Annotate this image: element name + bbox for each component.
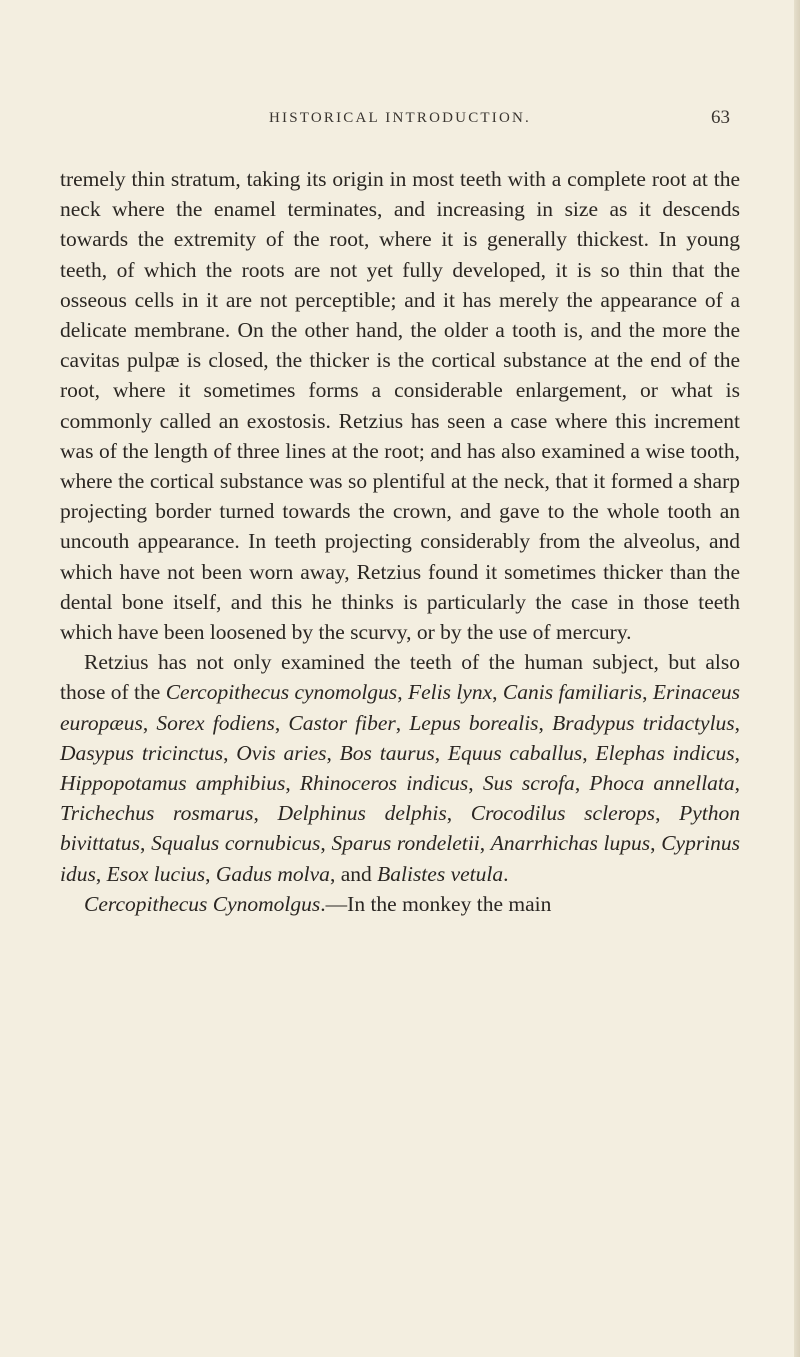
species-name: Python bivittatus [60,801,741,856]
species-name: Balistes vetula [377,861,504,886]
text-run: , and [329,861,378,886]
species-name: Bos taurus [339,740,435,765]
text-run: , [446,801,471,826]
species-name: Squalus cornubicus [151,831,321,856]
text-run: , [655,801,680,826]
species-name: Gadus molva [215,861,330,886]
text-run: , [468,771,483,796]
text-run: , [397,680,408,705]
species-name: Crocodilus sclerops [470,801,656,826]
text-run: Retzius has not only examined the teeth of the human subject, but also those of the [60,650,740,705]
paragraph [60,889,740,919]
species-name: Castor fiber [288,710,396,735]
text-run: , [274,710,289,735]
species-name: Erinaceus europæus [60,680,741,735]
species-name: Phoca annellata [589,771,735,796]
text-run: , [582,740,596,765]
species-name: Elephas indicus [595,740,735,765]
text-run: .—In the monkey the main [320,891,552,916]
paragraph [60,647,740,889]
text-run: , [734,771,741,796]
species-name: Canis familiaris [502,680,643,705]
paragraph [60,164,740,647]
page-edge [794,0,800,1357]
species-name: Cercopithecus cynomolgus [165,680,398,705]
text-run: . [503,861,509,886]
text-run: , [434,740,448,765]
text-run: , [140,831,152,856]
running-head [60,107,740,140]
text-run: , [223,740,237,765]
species-name: Equus caballus [447,740,583,765]
species-name: Lepus borealis [409,710,539,735]
species-name: Sus scrofa [482,771,575,796]
text-run: , [734,740,741,765]
text-run: tremely thin stratum, taking its origin in most teeth with a complete root at the neck where the enamel terminates, and increasing in size as it descends towards the extremity of the root, where it is generally thickest. In young teeth, of which the roots are not yet fully developed, it is so thin that the osseous cells in it are not perceptible; and it has merely the appearance of a delicate membrane. On the other hand, the older a tooth is, and the more the cavitas pulpæ is closed, the thicker is the cortical substance at the end of the root, where it sometimes forms a considerable enlargement, or what is commonly called an exostosis. Retzius has seen a case where this increment was of the length of three lines at the root; and has also examined a wise tooth, where the cortical substance was so plentiful at the neck, that it formed a sharp projecting border turned towards the crown, and gave to the whole tooth an uncouth appearance. In teeth projecting considerably from the alveolus, and which have not been worn away, Retzius found it sometimes thicker than the dental bone itself, and this he thinks is particularly the case in those teeth which have been loosened by the scurvy, or by the use of mercury. [60,167,740,645]
text-run: , [205,861,216,886]
page-number: 63 [711,107,730,128]
text-run: , [142,710,157,735]
text-run: , [285,771,300,796]
species-name: Dasypus tricinctus [60,740,224,765]
text-run: , [320,831,332,856]
species-name: Cercopithecus Cynomolgus [84,891,321,916]
species-name: Anarrhichas lupus [490,831,651,856]
text-run: , [95,861,107,886]
species-name: Felis lynx [407,680,493,705]
species-name: Sorex fodiens [156,710,275,735]
text-run: , [253,801,278,826]
text-run: , [479,831,491,856]
species-name: Cyprinus idus [60,831,741,886]
text-run: , [492,680,503,705]
text-run: , [538,710,553,735]
species-name: Ovis aries [236,740,327,765]
running-head-title: HISTORICAL INTRODUCTION. [269,110,531,126]
species-name: Esox lucius [106,861,206,886]
text-run: , [395,710,410,735]
species-name: Rhinoceros indicus [299,771,469,796]
text-run: , [326,740,340,765]
species-name: Sparus rondeletii [331,831,480,856]
species-name: Trichechus rosmarus [60,801,254,826]
body-text [60,164,740,919]
species-name: Delphinus delphis [277,801,447,826]
text-run: , [650,831,662,856]
text-run: , [642,680,653,705]
text-run: , [574,771,590,796]
species-name: Bradypus tridactylus [552,710,735,735]
species-name: Hippopotamus amphibius [60,771,286,796]
text-run: , [734,710,741,735]
